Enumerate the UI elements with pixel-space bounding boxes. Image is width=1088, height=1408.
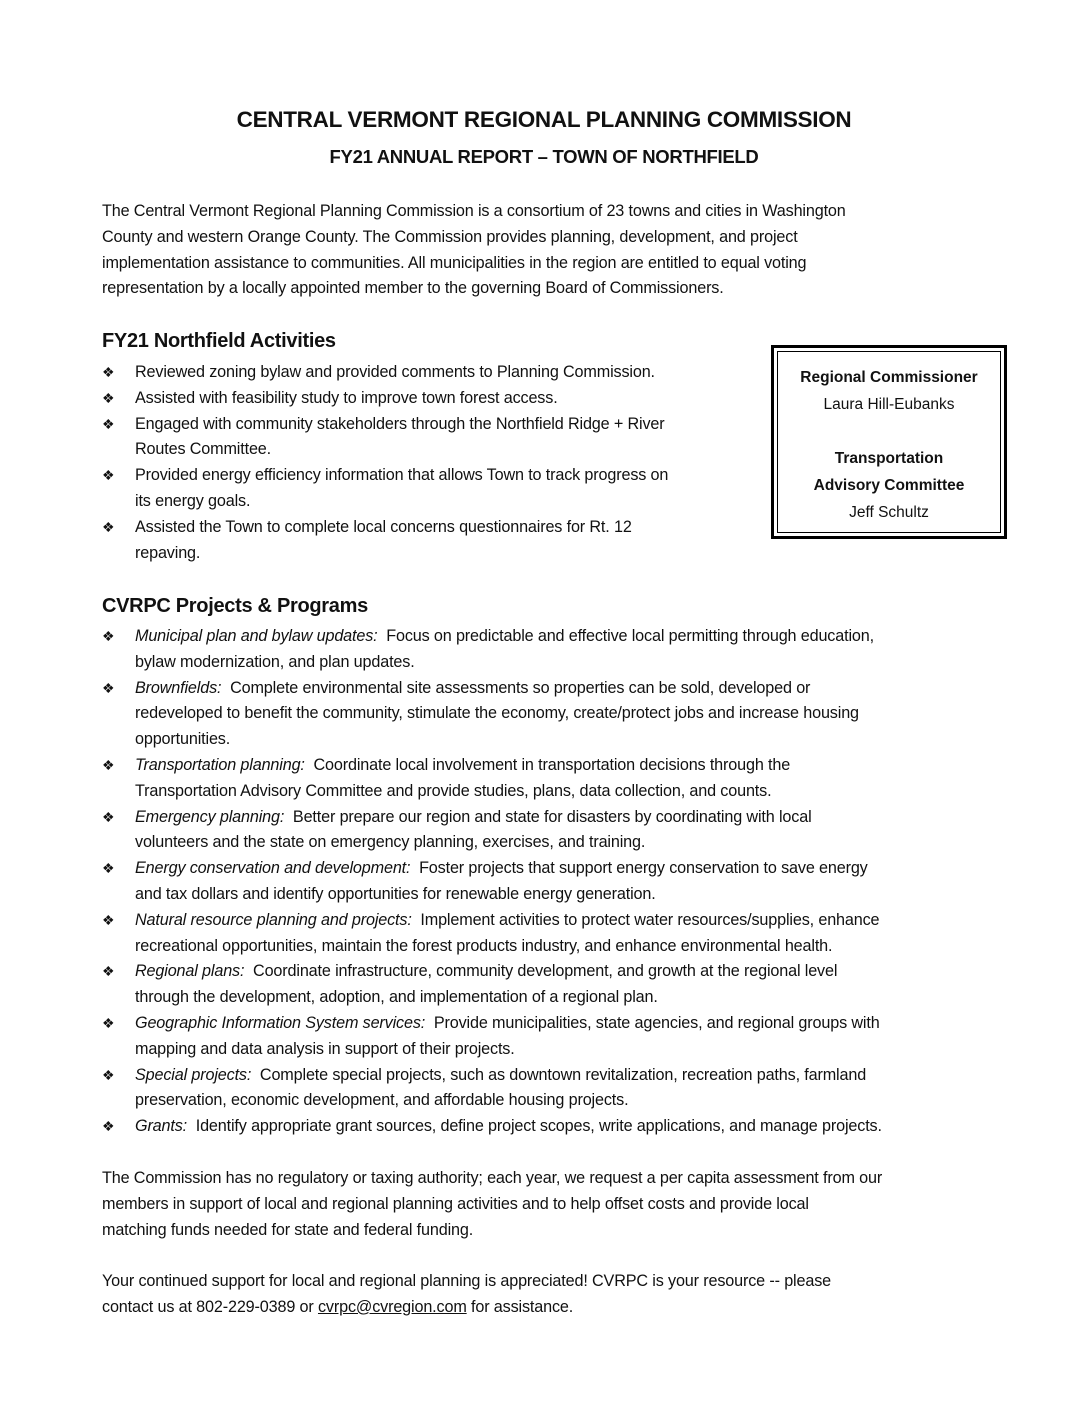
list-item-text: Reviewed zoning bylaw and provided comments to Planning Commission. [135, 363, 655, 381]
commissioner-info-box [771, 345, 1007, 539]
program-desc: mapping and data analysis in support of their projects. [135, 1039, 515, 1058]
tac-label-line1: Transportation [834, 450, 944, 467]
program-desc: through the development, adoption, and implementation of a regional plan. [135, 988, 658, 1007]
regional-commissioner-name: Laura Hill-Eubanks [823, 396, 955, 413]
list-item [102, 753, 1002, 805]
program-desc: bylaw modernization, and plan updates. [135, 652, 415, 671]
list-item [102, 805, 1002, 857]
list-item [102, 1011, 1002, 1063]
program-term: Emergency planning: [135, 807, 285, 826]
list-item [102, 463, 762, 515]
intro-paragraph [102, 199, 992, 302]
list-item-text: repaving. [135, 543, 201, 562]
program-desc: redeveloped to benefit the community, stimulate the economy, create/protect jobs and increase housing [135, 704, 859, 723]
diamond-bullet-icon: ❖ [102, 756, 115, 773]
intro-line: representation by a locally appointed member to the governing Board of Commissioners. [102, 279, 724, 298]
list-item [102, 412, 762, 464]
assessment-line: members in support of local and regional planning activities and to help offset costs and provide local [102, 1194, 809, 1213]
assessment-line: matching funds needed for state and federal funding. [102, 1220, 474, 1239]
list-item-text: Assisted the Town to complete local concerns questionnaires for Rt. 12 [135, 517, 632, 536]
regional-commissioner-label: Regional Commissioner [800, 369, 978, 386]
document-title: CENTRAL VERMONT REGIONAL PLANNING COMMISSION [236, 107, 852, 132]
closing-line: Your continued support for local and regional planning is appreciated! CVRPC is your resource -- please [102, 1272, 832, 1290]
programs-list [102, 624, 1002, 1140]
activities-heading: FY21 Northfield Activities [102, 330, 336, 352]
intro-line: County and western Orange County. The Commission provides planning, development, and project [102, 227, 798, 246]
tac-label-line2: Advisory Committee [813, 477, 965, 494]
diamond-bullet-icon: ❖ [102, 364, 115, 380]
list-item [102, 360, 762, 386]
list-item [102, 959, 1002, 1011]
programs-heading: CVRPC Projects & Programs [102, 595, 368, 617]
diamond-bullet-icon: ❖ [102, 1118, 115, 1135]
program-desc: Focus on predictable and effective local permitting through education, [377, 627, 874, 645]
list-item [102, 1114, 1002, 1140]
program-desc: volunteers and the state on emergency planning, exercises, and training. [135, 833, 646, 852]
assessment-paragraph [102, 1166, 992, 1243]
diamond-bullet-icon: ❖ [102, 518, 115, 535]
program-term: Energy conservation and development: [135, 859, 411, 878]
intro-line: implementation assistance to communities. All municipalities in the region are entitled to equal voting [102, 253, 807, 272]
program-term: Grants: [135, 1117, 188, 1136]
program-desc: Complete special projects, such as downtown revitalization, recreation paths, farmland [251, 1065, 867, 1084]
diamond-bullet-icon: ❖ [102, 963, 115, 980]
list-item [102, 676, 1002, 753]
program-term: Municipal plan and bylaw updates: [135, 627, 378, 645]
program-term: Special projects: [135, 1065, 252, 1084]
program-desc: Identify appropriate grant sources, define project scopes, write applications, and manage projects. [187, 1117, 882, 1136]
program-desc: preservation, economic development, and affordable housing projects. [135, 1091, 629, 1110]
program-desc: opportunities. [135, 730, 231, 749]
program-term: Natural resource planning and projects: [135, 910, 412, 929]
diamond-bullet-icon: ❖ [102, 415, 115, 432]
list-item [102, 908, 1002, 960]
list-item [102, 386, 762, 412]
diamond-bullet-icon: ❖ [102, 628, 115, 644]
program-term: Transportation planning: [135, 755, 305, 774]
program-term: Regional plans: [135, 962, 245, 981]
list-item-text: Assisted with feasibility study to improve town forest access. [135, 388, 558, 407]
diamond-bullet-icon: ❖ [102, 467, 115, 484]
intro-line: The Central Vermont Regional Planning Commission is a consortium of 23 towns and cities in Washington [102, 202, 846, 220]
program-desc: and tax dollars and identify opportunities for renewable energy generation. [135, 884, 656, 903]
tac-member-name: Jeff Schultz [849, 504, 929, 521]
diamond-bullet-icon: ❖ [102, 860, 115, 877]
list-item-text: Engaged with community stakeholders through the Northfield Ridge + River [135, 414, 665, 433]
program-desc: recreational opportunities, maintain the forest products industry, and enhance environmental health. [135, 936, 833, 955]
program-desc: Complete environmental site assessments so properties can be sold, developed or [221, 678, 811, 697]
program-term: Brownfields: [135, 678, 222, 697]
program-desc: Provide municipalities, state agencies, and regional groups with [425, 1013, 880, 1032]
assessment-line: The Commission has no regulatory or taxing authority; each year, we request a per capita assessment from our [102, 1169, 883, 1187]
contact-suffix: for assistance. [466, 1297, 574, 1316]
email-link[interactable]: cvrpc@cvregion.com [317, 1297, 467, 1316]
program-desc: Transportation Advisory Committee and provide studies, plans, data collection, and counts. [135, 781, 772, 800]
list-item-text: its energy goals. [135, 491, 251, 510]
program-desc: Implement activities to protect water resources/supplies, enhance [411, 910, 880, 929]
list-item [102, 515, 762, 567]
program-desc: Coordinate infrastructure, community development, and growth at the regional level [244, 962, 838, 981]
program-desc: Foster projects that support energy conservation to save energy [410, 859, 868, 878]
diamond-bullet-icon: ❖ [102, 1014, 115, 1031]
list-item [102, 624, 1002, 676]
diamond-bullet-icon: ❖ [102, 808, 115, 825]
list-item-text: Routes Committee. [135, 440, 271, 459]
diamond-bullet-icon: ❖ [102, 389, 115, 406]
list-item-text: Provided energy efficiency information that allows Town to track progress on [135, 466, 669, 485]
diamond-bullet-icon: ❖ [102, 679, 115, 696]
contact-prefix: contact us at 802-229-0389 or [102, 1297, 318, 1316]
program-desc: Coordinate local involvement in transportation decisions through the [304, 755, 791, 774]
activities-list [102, 360, 762, 566]
list-item [102, 856, 1002, 908]
list-item [102, 1063, 1002, 1115]
document-subtitle: FY21 ANNUAL REPORT – TOWN OF NORTHFIELD [329, 146, 759, 167]
closing-line [102, 1295, 992, 1321]
program-desc: Better prepare our region and state for disasters by coordinating with local [284, 807, 812, 826]
diamond-bullet-icon: ❖ [102, 1066, 115, 1083]
program-term: Geographic Information System services: [135, 1013, 426, 1032]
diamond-bullet-icon: ❖ [102, 911, 115, 928]
closing-paragraph [102, 1269, 992, 1321]
